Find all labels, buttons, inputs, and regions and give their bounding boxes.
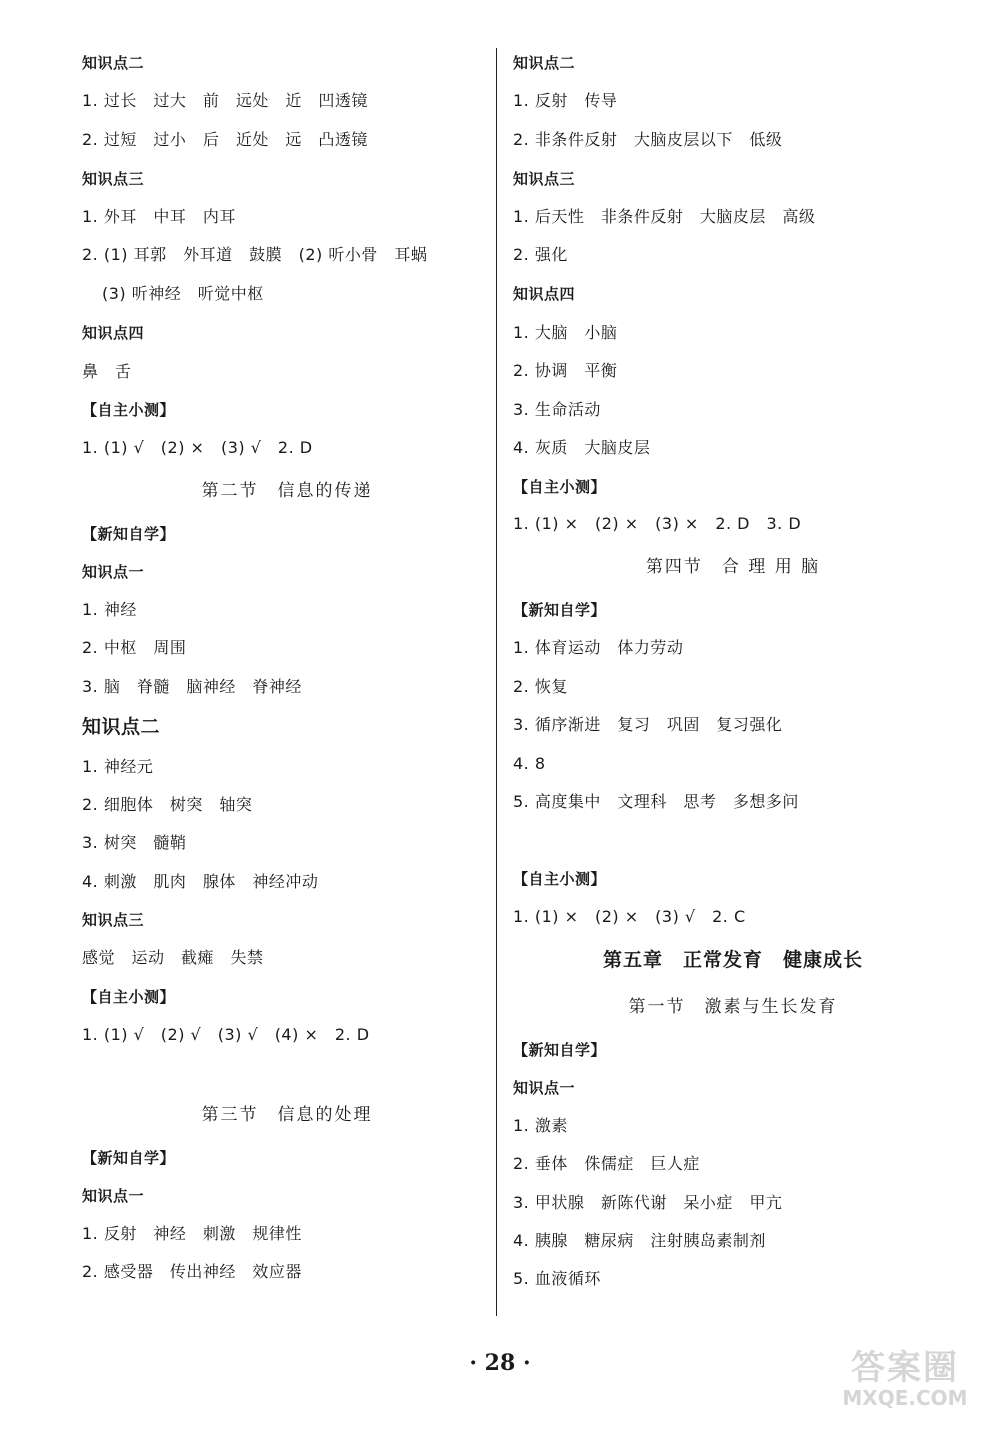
answer-line: 3. 甲状腺 新陈代谢 呆小症 甲亢: [513, 1193, 783, 1212]
answer-line: 1. (1) × (2) × (3) √ 2. C: [513, 907, 746, 926]
answer-line: 2. 恢复: [513, 677, 568, 696]
knowledge-point-2-heading: 知识点二: [82, 716, 161, 738]
answer-line: 3. 生命活动: [513, 400, 601, 419]
self-test-heading: 【自主小测】: [513, 478, 607, 496]
answer-line: 2. (1) 耳郭 外耳道 鼓膜 (2) 听小骨 耳蜗: [82, 245, 428, 264]
knowledge-point-4-heading: 知识点四: [513, 285, 576, 303]
answer-line: 2. 过短 过小 后 近处 远 凸透镜: [82, 130, 368, 149]
answer-line: 1. 神经: [82, 600, 137, 619]
answer-line: 4. 灰质 大脑皮层: [513, 438, 651, 457]
knowledge-point-2-heading: 知识点二: [82, 54, 145, 72]
answer-line: 3. 循序渐进 复习 巩固 复习强化: [513, 715, 783, 734]
answer-line: 2. 感受器 传出神经 效应器: [82, 1262, 302, 1281]
answer-line: 1. (1) √ (2) × (3) √ 2. D: [82, 438, 313, 457]
answer-line: 1. 反射 传导: [513, 91, 618, 110]
answer-line: 1. 大脑 小脑: [513, 323, 618, 342]
answer-line: 2. 细胞体 树突 轴突: [82, 795, 253, 814]
knowledge-point-3-heading: 知识点三: [82, 911, 145, 929]
new-knowledge-heading: 【新知自学】: [82, 1149, 176, 1167]
self-test-heading: 【自主小测】: [513, 870, 607, 888]
answer-line: 5. 高度集中 文理科 思考 多想多问: [513, 792, 799, 811]
knowledge-point-2-heading: 知识点二: [513, 54, 576, 72]
answer-line: 1. 后天性 非条件反射 大脑皮层 高级: [513, 207, 816, 226]
answer-line: (3) 听神经 听觉中枢: [102, 284, 264, 303]
answer-line: 4. 8: [513, 754, 546, 773]
answer-line: 2. 中枢 周围: [82, 638, 187, 657]
knowledge-point-3-heading: 知识点三: [82, 170, 145, 188]
knowledge-point-1-heading: 知识点一: [82, 563, 145, 581]
answer-line: 1. (1) × (2) × (3) × 2. D 3. D: [513, 514, 802, 533]
answer-line: 感觉 运动 截瘫 失禁: [82, 948, 264, 967]
watermark-logo: 答案圈: [851, 1348, 959, 1388]
answer-line: 1. (1) √ (2) √ (3) √ (4) × 2. D: [82, 1025, 370, 1044]
self-test-heading: 【自主小测】: [82, 401, 176, 419]
knowledge-point-3-heading: 知识点三: [513, 170, 576, 188]
new-knowledge-heading: 【新知自学】: [513, 1041, 607, 1059]
knowledge-point-1-heading: 知识点一: [82, 1187, 145, 1205]
answer-line: 2. 协调 平衡: [513, 361, 618, 380]
answer-line: 5. 血液循环: [513, 1269, 601, 1288]
answer-line: 2. 非条件反射 大脑皮层以下 低级: [513, 130, 783, 149]
answer-line: 1. 外耳 中耳 内耳: [82, 207, 236, 226]
answer-line: 3. 树突 髓鞘: [82, 833, 187, 852]
answer-line: 1. 反射 神经 刺激 规律性: [82, 1224, 302, 1243]
answer-line: 1. 激素: [513, 1116, 568, 1135]
section-title: 第三节 信息的处理: [201, 1105, 373, 1125]
new-knowledge-heading: 【新知自学】: [513, 601, 607, 619]
answer-line: 2. 强化: [513, 245, 568, 264]
section-title: 第一节 激素与生长发育: [628, 997, 838, 1017]
section-title: 第二节 信息的传递: [201, 481, 373, 501]
watermark-url: MXQE.COM: [842, 1386, 968, 1410]
self-test-heading: 【自主小测】: [82, 988, 176, 1006]
page-number: · 28 ·: [469, 1350, 531, 1376]
answer-line: 1. 过长 过大 前 远处 近 凹透镜: [82, 91, 368, 110]
answer-line: 4. 刺激 肌肉 腺体 神经冲动: [82, 872, 319, 891]
column-divider: [496, 48, 497, 1316]
answer-line: 1. 体育运动 体力劳动: [513, 638, 684, 657]
answer-line: 3. 脑 脊髓 脑神经 脊神经: [82, 677, 302, 696]
new-knowledge-heading: 【新知自学】: [82, 525, 176, 543]
knowledge-point-1-heading: 知识点一: [513, 1079, 576, 1097]
watermark: [820, 1340, 990, 1422]
answer-line: 2. 垂体 侏儒症 巨人症: [513, 1154, 700, 1173]
answer-line: 鼻 舌: [82, 362, 132, 381]
section-title: 第四节 合 理 用 脑: [645, 557, 821, 577]
answer-line: 1. 神经元: [82, 757, 154, 776]
answer-line: 4. 胰腺 糖尿病 注射胰岛素制剂: [513, 1231, 766, 1250]
knowledge-point-4-heading: 知识点四: [82, 324, 145, 342]
chapter-title: 第五章 正常发育 健康成长: [602, 949, 863, 971]
